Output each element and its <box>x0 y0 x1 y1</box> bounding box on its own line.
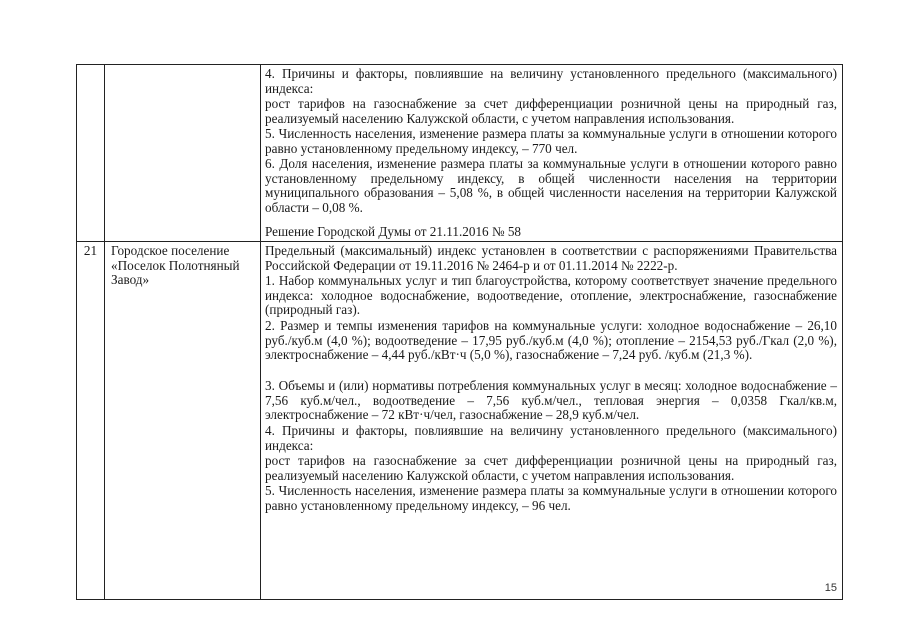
column-divider-number <box>104 65 105 599</box>
row21-paragraph-1: 1. Набор коммунальных услуг и тип благоустройства, которому соответствует значение предельного индекса: холодное водоснабжение, водоотведение, отопление, электроснабжение, газоснабжение (природный газ). <box>265 273 837 318</box>
prev-row-paragraph-4: 4. Причины и факторы, повлиявшие на величину установленного предельного (максимального) индекса: <box>265 66 837 96</box>
prev-row-decision: Решение Городской Думы от 21.11.2016 № 58 <box>265 224 522 239</box>
index-table <box>76 64 843 600</box>
row21-paragraph-5: 5. Численность населения, изменение размера платы за коммунальные услуги в отношении которого равно установленному предельному индексу, – 96 чел. <box>265 483 837 513</box>
page-number: 15 <box>824 582 837 594</box>
municipality-name: Городское поселение «Поселок Полотняный Завод» <box>111 243 240 288</box>
row21-paragraph-3: 3. Объемы и (или) нормативы потребления коммунальных услуг в месяц: холодное водоснабжение – 7,56 куб.м/чел., водоотведение – 7,56 куб.м/чел., тепловая энергия – 0,0358 Гкал/кв.м, электроснабжение – 72 кВт·ч/чел, газоснабжение – 28,9 куб.м/чел. <box>265 378 837 423</box>
row21-paragraph-2: 2. Размер и темпы изменения тарифов на коммунальные услуги: холодное водоснабжение – 26,10 руб./куб.м (4,0 %); водоотведение – 17,95 руб./куб.м (4,0 %); отопление – 2154,53 руб./Гкал (2,0 %), электроснабжение – 4,44 руб./кВт·ч (5,0 %), газоснабжение – 7,24 руб. /куб.м (21,3 %). <box>265 318 837 363</box>
prev-row-paragraph-tariff: рост тарифов на газоснабжение за счет дифференциации розничной цены на природный газ, реализуемый населению Калужской области, с учетом направления использования. <box>265 96 837 126</box>
prev-row-paragraph-5: 5. Численность населения, изменение размера платы за коммунальные услуги в отношении которого равно установленному предельному индексу, – 770 чел. <box>265 126 837 156</box>
column-divider-name <box>260 65 261 599</box>
row21-paragraph-4: 4. Причины и факторы, повлиявшие на величину установленного предельного (максимального) индекса: <box>265 423 837 453</box>
prev-row-paragraph-6: 6. Доля населения, изменение размера платы за коммунальные услуги в отношении которого равно установленному предельному индексу, в общей численности населения на территории муниципального образования – 5,08 %, в общей численности населения на территории Калужской области – 0,08 %. <box>265 156 837 215</box>
row-divider <box>77 241 842 242</box>
row-number: 21 <box>83 243 98 258</box>
row21-paragraph-tariff: рост тарифов на газоснабжение за счет дифференциации розничной цены на природный газ, реализуемый населению Калужской области, с учетом направления использования. <box>265 453 837 483</box>
row21-paragraph-intro: Предельный (максимальный) индекс установлен в соответствии с распоряжениями Правительства Российской Федерации от 19.11.2016 № 2464-р и от 01.11.2014 № 2222-р. <box>265 243 837 273</box>
